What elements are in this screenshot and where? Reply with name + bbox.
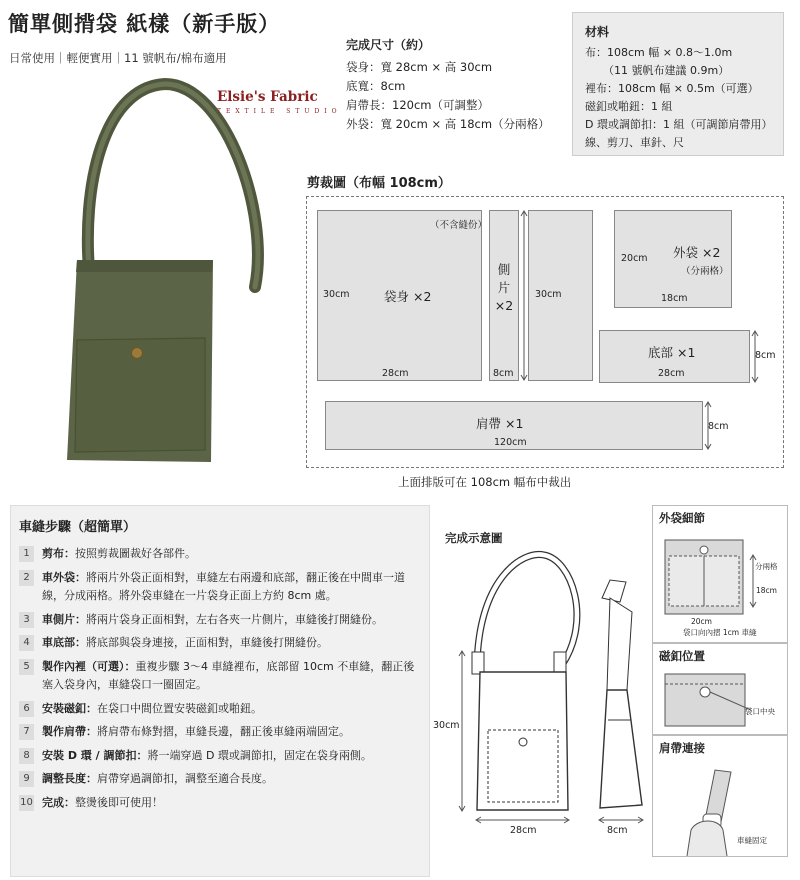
no-seam-note: （不含縫份） — [430, 220, 488, 231]
materials-title: 材料 — [585, 25, 610, 39]
body-label: 袋身 ×2 — [384, 289, 432, 304]
pocket-label: 外袋 ×2 — [673, 245, 721, 260]
step-number: 3 — [19, 612, 34, 628]
body-width: 28cm — [382, 368, 409, 379]
piece-side — [489, 210, 519, 381]
step-item — [19, 770, 421, 789]
sketch-title: 完成示意圖 — [445, 531, 503, 545]
material-line: （11 號帆布建議 0.9m） — [603, 64, 730, 77]
logo-name: Elsie's Fabric — [217, 89, 318, 105]
sketch-width: 28cm — [510, 825, 537, 836]
pocket-detail-height: 18cm — [756, 586, 777, 595]
step-item — [19, 545, 421, 564]
material-line: 裡布：108cm 幅 × 0.5m（可選） — [585, 82, 759, 95]
detail-strap — [652, 735, 788, 857]
step-text: 在袋口中間位置安裝磁釦或啪鈕。 — [97, 701, 262, 715]
strap-height: 8cm — [708, 421, 729, 432]
step-number: 4 — [19, 635, 34, 651]
pocket-detail-figure — [661, 536, 783, 618]
step-text: 整燙後即可使用！ — [75, 795, 163, 809]
step-number: 1 — [19, 546, 34, 562]
step-label: 製作肩帶： — [42, 725, 97, 738]
side-width: 8cm — [493, 368, 514, 379]
bottom-label: 底部 ×1 — [648, 345, 696, 360]
dimensions-title: 完成尺寸（約） — [346, 38, 431, 52]
dimension-item: 肩帶長：120cm（可調整） — [346, 98, 489, 112]
step-text: 將一端穿過 D 環或調節扣，固定在袋身兩側。 — [147, 748, 372, 762]
dimension-item: 外袋：寬 20cm × 高 18cm（分兩格） — [346, 117, 550, 131]
magnet-detail-note: 袋口中央 — [745, 707, 775, 716]
step-label: 完成： — [42, 795, 75, 809]
step-label: 剪布： — [42, 547, 75, 560]
strap-detail-note: 車縫固定 — [737, 836, 767, 845]
bottom-width: 28cm — [658, 368, 685, 379]
strap-label: 肩帶 ×1 — [476, 416, 524, 431]
step-text: 將肩帶布條對摺，車縫長邊，翻正後車縫兩端固定。 — [97, 725, 350, 738]
step-number: 7 — [19, 724, 34, 740]
step-item — [19, 700, 421, 719]
detail-magnet-title: 磁釦位置 — [659, 649, 705, 663]
step-label: 安裝磁釦： — [42, 701, 97, 715]
cutting-title: 剪裁圖（布幅 108cm） — [307, 176, 451, 191]
step-text: 按照剪裁圖裁好各部件。 — [75, 547, 196, 560]
step-item — [19, 723, 421, 742]
brand-logo — [217, 89, 342, 131]
step-number: 2 — [19, 570, 34, 586]
pocket-width: 18cm — [661, 293, 688, 304]
bag-photo — [55, 72, 275, 502]
step-text: 將兩片外袋正面相對，車縫左右兩邊和底部，翻正後在中間車一道線，分成兩格。將外袋車縫在一片袋身正面上方約 8cm 處。 — [42, 570, 405, 602]
pocket-note: （分兩格） — [681, 266, 729, 277]
magnet-detail-figure — [661, 670, 751, 730]
step-label: 車側片： — [42, 612, 86, 626]
detail-strap-title: 肩帶連接 — [659, 741, 705, 755]
logo-sub: TEXTILE STUDIO — [217, 108, 342, 115]
material-line: 磁釦或啪鈕：1 組 — [585, 100, 673, 113]
side-label: 側片 ×2 — [494, 262, 514, 313]
dimension-item: 底寬：8cm — [346, 79, 406, 93]
step-number: 9 — [19, 771, 34, 787]
detail-pocket — [652, 505, 788, 643]
steps-title: 車縫步驟（超簡單） — [19, 520, 137, 535]
step-label: 製作內裡（可選）： — [42, 659, 136, 673]
sketch-height: 30cm — [433, 720, 460, 731]
pocket-detail-width: 20cm — [691, 617, 712, 626]
step-text: 重複步驟 3～4 車縫裡布，底部留 10cm 不車縫，翻正後塞入袋身內，車縫袋口一圈固定。 — [42, 659, 415, 691]
piece-side-2 — [528, 210, 593, 381]
step-item — [19, 658, 421, 695]
step-item — [19, 634, 421, 653]
step-item — [19, 611, 421, 630]
step-label: 車外袋： — [42, 570, 86, 584]
step-item — [19, 569, 421, 606]
step-label: 安裝 D 環 / 調節扣： — [42, 748, 148, 762]
pocket-detail-split: 分兩格 — [755, 562, 778, 571]
cutting-layout — [306, 196, 784, 468]
side-height: 30cm — [535, 289, 562, 300]
sewing-steps-panel — [10, 505, 430, 877]
finished-dimensions — [346, 36, 556, 134]
step-label: 車底部： — [42, 636, 86, 649]
step-text: 肩帶穿過調節扣，調整至適合長度。 — [97, 772, 273, 785]
step-item — [19, 747, 421, 766]
piece-strap — [325, 401, 703, 450]
step-number: 6 — [19, 701, 34, 717]
step-item — [19, 794, 421, 813]
pocket-height: 20cm — [621, 253, 648, 264]
page-title: 簡單側揹袋 紙樣（新手版） — [8, 12, 281, 36]
material-line: 布：108cm 幅 × 0.8～1.0m — [585, 46, 733, 59]
step-text: 將底部與袋身連接，正面相對，車縫後打開縫份。 — [86, 636, 328, 649]
step-number: 10 — [19, 795, 34, 811]
cutting-note: 上面排版可在 108cm 幅布中裁出 — [398, 475, 572, 489]
step-number: 8 — [19, 748, 34, 764]
detail-pocket-title: 外袋細節 — [659, 511, 705, 525]
piece-body — [317, 210, 488, 381]
page-subtitle: 日常使用｜輕便實用｜11 號帆布/棉布適用 — [9, 51, 227, 65]
step-label: 調整長度： — [42, 772, 97, 785]
piece-pocket — [614, 210, 732, 308]
piece-bottom — [599, 330, 750, 383]
step-number: 5 — [19, 659, 34, 675]
dimension-item: 袋身：寬 28cm × 高 30cm — [346, 60, 493, 74]
step-text: 將兩片袋身正面相對，左右各夾一片側片，車縫後打開縫份。 — [86, 612, 383, 626]
material-line: 線、剪刀、車針、尺 — [585, 136, 684, 149]
strap-width: 120cm — [494, 437, 527, 448]
body-height: 30cm — [323, 289, 350, 300]
materials-panel — [572, 12, 784, 156]
sketch-depth: 8cm — [607, 825, 628, 836]
bottom-height: 8cm — [755, 350, 776, 361]
detail-magnet — [652, 643, 788, 735]
pocket-detail-note: 袋口向內摺 1cm 車縫 — [683, 628, 757, 637]
material-line: D 環或調節扣：1 組（可調節肩帶用） — [585, 118, 773, 131]
